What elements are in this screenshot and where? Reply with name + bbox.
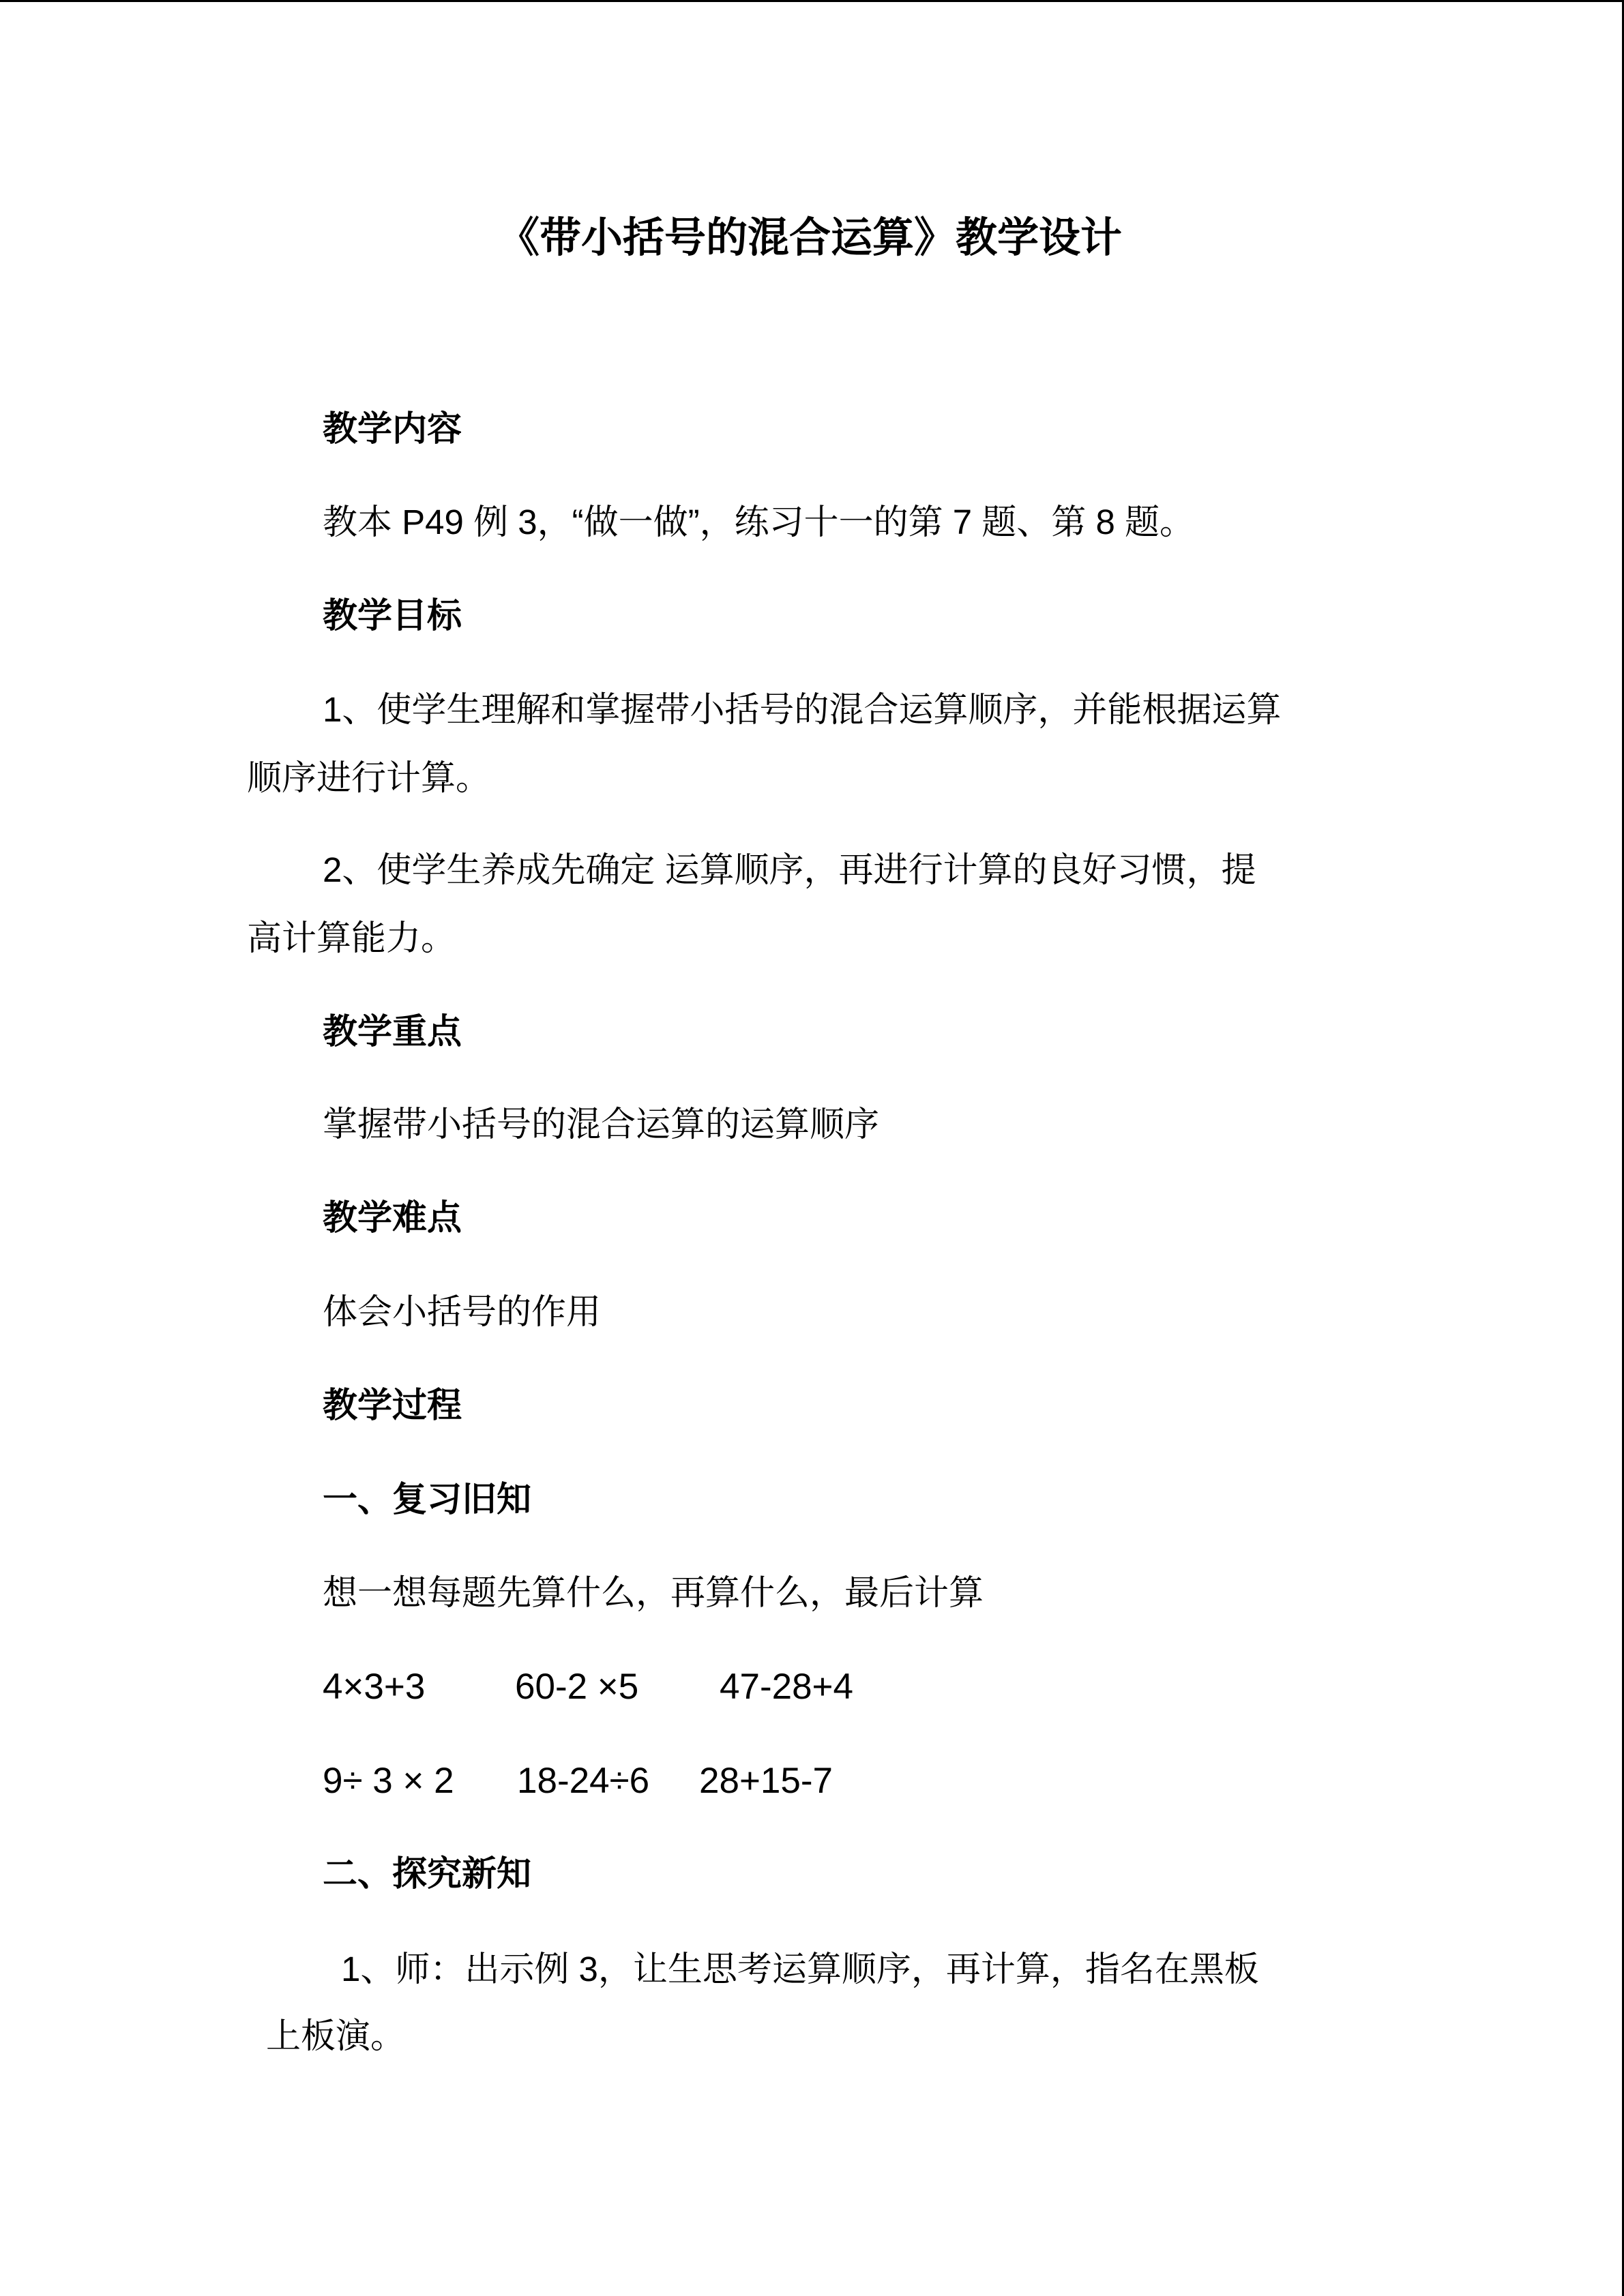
review-expression: 47-28+4 xyxy=(720,1667,853,1707)
heading-teaching-content: 教学内容 xyxy=(323,409,462,448)
goal-1-line-2: 顺序进行计算。 xyxy=(247,758,491,797)
heading-explore: 二、探究新知 xyxy=(323,1854,532,1893)
review-expression: 28+15-7 xyxy=(699,1761,833,1801)
explore-line-2: 上板演。 xyxy=(266,2016,406,2055)
goal-2-line-2: 高计算能力。 xyxy=(247,919,456,957)
text-difficulties: 体会小括号的作用 xyxy=(323,1292,602,1331)
goal-2-line-1: 2、使学生养成先确定 运算顺序，再进行计算的良好习惯，提 xyxy=(323,850,1256,889)
heading-teaching-goals: 教学目标 xyxy=(323,596,462,635)
document-title: 《带小括号的混合运算》教学设计 xyxy=(498,214,1123,260)
text-key-points: 掌握带小括号的混合运算的运算顺序 xyxy=(323,1105,880,1144)
heading-key-points: 教学重点 xyxy=(323,1012,462,1051)
page-top-border xyxy=(0,0,1624,2)
text-teaching-content: 教本 P49 例 3，“做一做”，练习十一的第 7 题、第 8 题。 xyxy=(323,503,1194,541)
heading-difficulties: 教学难点 xyxy=(323,1198,462,1237)
review-expression: 4×3+3 xyxy=(323,1667,426,1707)
heading-review: 一、复习旧知 xyxy=(323,1480,532,1519)
review-expression: 18-24÷6 xyxy=(517,1761,650,1801)
review-expression: 60-2 ×5 xyxy=(515,1667,639,1707)
review-expression: 9÷ 3 × 2 xyxy=(323,1761,454,1801)
heading-teaching-process: 教学过程 xyxy=(323,1386,462,1425)
explore-line-1: 1、师：出示例 3，让生思考运算顺序，再计算，指名在黑板 xyxy=(341,1950,1259,1988)
goal-1-line-1: 1、使学生理解和掌握带小括号的混合运算顺序，并能根据运算 xyxy=(323,690,1282,729)
text-review-prompt: 想一想每题先算什么，再算什么，最后计算 xyxy=(323,1573,984,1612)
